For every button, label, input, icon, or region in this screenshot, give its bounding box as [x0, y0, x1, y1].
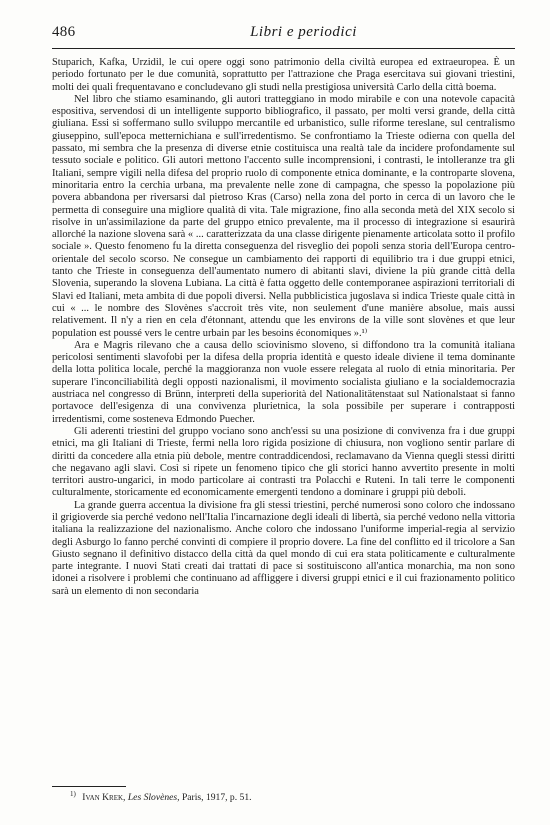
- running-title: Libri e periodici: [250, 24, 357, 40]
- footnote-author: Ivan Krek,: [82, 792, 126, 803]
- footnote-publication: Paris, 1917, p. 51.: [181, 792, 252, 803]
- page-number: 486: [52, 24, 76, 40]
- page-header: [52, 24, 515, 46]
- paragraph-2: Nel libro che stiamo esaminando, gli autori tratteggiano in modo mirabile e con una notevole capacità espositiva, servendosi di un intelligente supporto bibliografico, il passato, per molti versi grande, della città giuliana. Essi si soffermano sullo sviluppo mercantile ed urbanistico, sulle riforme tereslane, sul centralismo giuseppino, sull'epoca metternichiana e sull'irredentismo. Se confrontiamo la Trieste odierna con quella del passato, mi sembra che la presenza di diverse etnie costituisca una realtà tale da incidere profondamente sul tessuto sociale e politico. Gli autori mettono l'accento sulle incomprensioni, i contrasti, le intolleranze tra gli Italiani, sempre vigili nella difesa del proprio ruolo di componente etnica dominante, e la controparte slovena, minoritaria entro la cerchia urbana, ma prevalente nelle zone di campagna, che spesso la popolazione più povera abbandona per riversarsi dal pietroso Kras (Carso) nella zona del porto in cerca di un lavoro che le permetta di conseguire una migliore qualità di vita. Tale migrazione, fino alla seconda metà del XIX secolo si risolve in un'assimilazione da parte del gruppo etnico prevalente, ma il processo di integrazione si esaurirà allorché la nazione slovena sarà « ... caratterizzata da una classe dirigente pienamente articolata sotto il profilo sociale ». Questo fenomeno fu la diretta conseguenza del risveglio dei popoli senza storia dell'Europa centro-orientale del secolo scorso. Ne consegue un cambiamento dei rapporti di equilibrio tra i due gruppi etnici, tanto che Trieste in conseguenza dell'aumentato numero di abitanti slavi, diviene la più grande città della Slovenia, superando la slovena Lubiana. La città è fatta oggetto delle contemporanee aspirazioni territoriali di Slavi ed Italiani, meta ambita di due popoli diversi. Nella pubblicistica jugoslava si indica Trieste quale città in cui « ... le nombre des Slovènes s'accroit très vite, non seulement d'une manière absolue, mais aussi relativement. Il n'y a rien en cela d'étonnant, attendu que les environs de la ville sont slovènes et que leur population est poussé vers le centre urbain par les besoins économiques ».¹⁾: [52, 93, 515, 339]
- header-rule: [52, 48, 515, 49]
- paragraph-4: Gli aderenti triestini del gruppo vociano sono anch'essi su una posizione di convivenza fra i due gruppi etnici, ma gli Italiani di Trieste, fermi nella loro rigida posizione di chiusura, non vogliono sentir parlare di diritti da concedere alla etnia più debole, mentre contraddicendosi, reclamavano da Vienna quegli stessi diritti che negavano agli slavi. Così si ripete un fenomeno tipico che gli storici hanno avvertito presente in molti territori austro-ungarici, in modo particolare ai contrasti tra Polacchi e Ruteni. In tali terre le componenti culturalmente, storicamente ed economicamente emergenti tendono a dominare i gruppi più deboli.: [52, 425, 515, 499]
- paragraph-1: Stuparich, Kafka, Urzidil, le cui opere oggi sono patrimonio della civiltà europea ed extraeuropea. È un periodo fortunato per le due comunità, soprattutto per l'attrazione che Praga esercitava sui giovani triestini, molti dei quali frequentavano e concludevano gli studi nella prestigiosa università Carlo della città boema.: [52, 57, 515, 93]
- footnote-mark: 1): [70, 789, 76, 798]
- footnote-book-title: Les Slovènes,: [127, 792, 180, 803]
- paragraph-5: La grande guerra accentua la divisione fra gli stessi triestini, perché numerosi sono coloro che indossano il grigioverde sia perché vedono nell'Italia l'incarnazione degli ideali di libertà, sia perché vedono nella vittoria italiana la realizzazione del nazionalismo. Anche coloro che indossano l'uniforme imperial-regia al servizio degli Asburgo lo fanno perché convinti di compiere il proprio dovere. La fine del conflitto ed il tricolore a San Giusto segnano il definitivo distacco della città da quel mondo di cui era stata politicamente e culturalmente parte integrante. I nuovi Stati creati dai trattati di pace si sostituiscono all'antica monarchia, ma non sono idonei a risolvere i problemi che continuano ad affliggere i diversi gruppi etnici e il cui frazionamento politico sarà un elemento di non secondaria: [52, 499, 515, 597]
- footnote-rule: [52, 786, 126, 787]
- footnote: [70, 789, 252, 804]
- paragraph-3: Ara e Magris rilevano che a causa dello sciovinismo sloveno, si diffondono tra la comunità italiana pericolosi sentimenti slavofobi per la difesa della propria identità e questo ideale diviene il tema dominante della lotta politica locale, perché la maggioranza non vuole essere relegata al ruolo di etnia minoritaria. Per superare l'inconciliabilità degli opposti nazionalismi, il movimento socialista giuliano e la socialdemocrazia austriaca nel congresso di Brünn, interpreti della superiorità del Nationalitätenstaat sul Nationalstaat si fanno portavoce dell'esigenza di una convivenza plurietnica, la sola possibile per superare i contrapposti irredentismi, come sosteneva Edmondo Puecher.: [52, 339, 515, 425]
- body-text: [52, 57, 515, 598]
